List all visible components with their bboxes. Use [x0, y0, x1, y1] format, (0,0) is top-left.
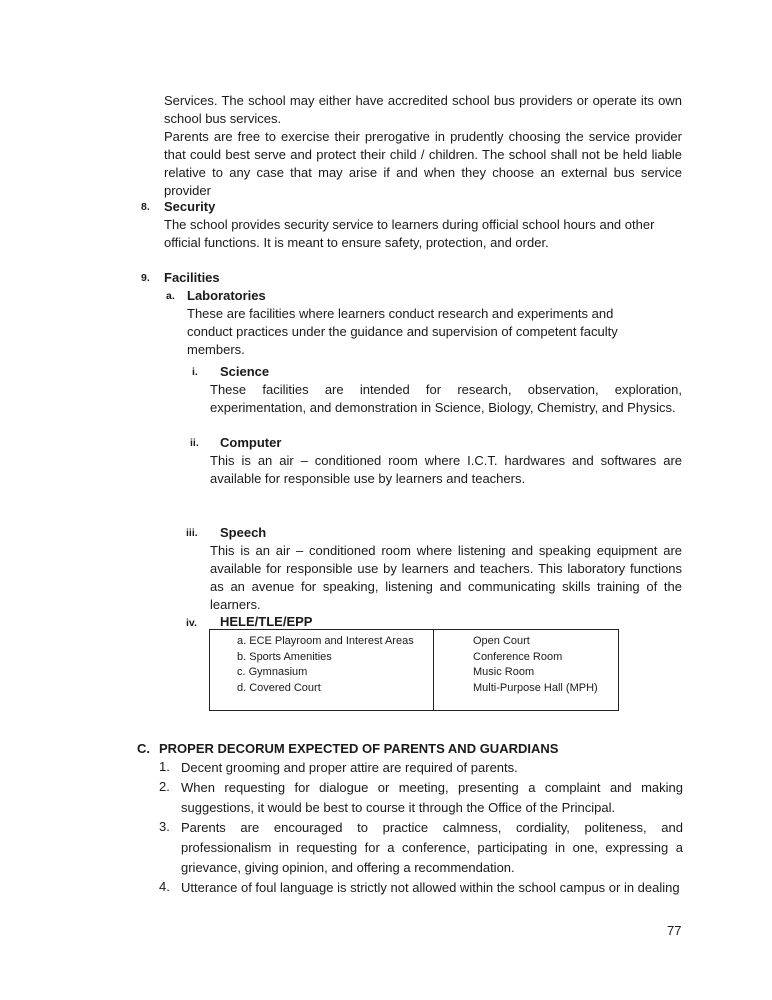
science-body: [210, 381, 682, 417]
decorum-item-text: When requesting for dialogue or meeting, presenting a complaint and making suggestions, it would be best to course it through the Office of the Principal.: [181, 780, 683, 815]
speech-body: This is an air – conditioned room where listening and speaking equipment are available for responsible use by learners and teachers. This laboratory functions as an avenue for speaking, listening and communicating skills training of the learners.: [210, 543, 682, 612]
intro-block: [164, 92, 682, 200]
science-body-line-2: experimentation, and demonstration in Science, Biology, Chemistry, and Physics.: [210, 400, 676, 415]
section-8-title: Security: [164, 199, 216, 214]
computer-body: This is an air – conditioned room where I.C.T. hardwares and softwares are available for responsible use by learners and teachers.: [210, 453, 682, 486]
speech-numeral: iii.: [186, 527, 198, 539]
laboratories-title: Laboratories: [187, 288, 266, 303]
decorum-item-number: 4.: [159, 879, 170, 894]
intro-line-1: Services. The school may either have accredited school bus providers or operate its own: [164, 93, 682, 108]
section-9-title: Facilities: [164, 270, 220, 285]
science-numeral: i.: [192, 366, 198, 378]
facility-item: c. Gymnasium: [237, 666, 308, 678]
decorum-item: [159, 758, 683, 778]
facility-item: a. ECE Playroom and Interest Areas: [237, 635, 414, 647]
section-8-number: 8.: [141, 201, 150, 213]
facilities-table-right-column: [434, 630, 598, 710]
decorum-item: [159, 818, 683, 878]
decorum-item-text: Decent grooming and proper attire are required of parents.: [181, 760, 518, 775]
decorum-item-number: 1.: [159, 759, 170, 774]
hele-title: HELE/TLE/EPP: [220, 614, 313, 629]
section-8-body: The school provides security service to learners during official school hours and other official functions. It is meant to ensure safety, protection, and order.: [164, 217, 655, 250]
decorum-item-text: Parents are encouraged to practice calmness, cordiality, politeness, and professionalism in requesting for a conference, participating in one, expressing a grievance, giving opinion, and offering a recommendation.: [181, 820, 683, 875]
page-number: 77: [667, 923, 682, 938]
facilities-table-left-column: [210, 630, 434, 710]
science-title: Science: [220, 364, 270, 379]
decorum-list: [159, 758, 683, 898]
section-c-letter: C.: [137, 741, 150, 756]
decorum-item-text: Utterance of foul language is strictly not allowed within the school campus or in dealing: [181, 880, 680, 895]
laboratories-letter: a.: [166, 290, 175, 302]
computer-numeral: ii.: [190, 437, 199, 449]
facility-item: b. Sports Amenities: [237, 650, 332, 663]
facility-item: Open Court: [473, 635, 530, 647]
decorum-item: [159, 878, 683, 898]
intro-line-2: school bus services.: [164, 111, 282, 126]
facility-item: d. Covered Court: [237, 681, 321, 694]
section-9-number: 9.: [141, 272, 150, 284]
facilities-table: [209, 629, 619, 711]
laboratories-body: These are facilities where learners conduct research and experiments and conduct practices under the guidance and supervision of competent faculty members.: [187, 306, 618, 357]
decorum-item-number: 2.: [159, 779, 170, 794]
facility-item: Conference Room: [473, 650, 563, 663]
hele-numeral: iv.: [186, 617, 197, 629]
decorum-item-number: 3.: [159, 819, 170, 834]
intro-paragraph-2: Parents are free to exercise their prerogative in prudently choosing the service provider that could best serve and protect their child / children. The school shall not be held liable relative to any case that may arise if and when they choose an external bus service provider: [164, 129, 682, 198]
decorum-item: [159, 778, 683, 818]
facility-item: Music Room: [473, 666, 535, 678]
facility-item: Multi-Purpose Hall (MPH): [473, 681, 598, 694]
science-body-line-1: These facilities are intended for research, observation, exploration,: [210, 382, 682, 397]
computer-title: Computer: [220, 435, 282, 450]
section-c-title: PROPER DECORUM EXPECTED OF PARENTS AND GUARDIANS: [159, 741, 559, 756]
speech-title: Speech: [220, 525, 267, 540]
